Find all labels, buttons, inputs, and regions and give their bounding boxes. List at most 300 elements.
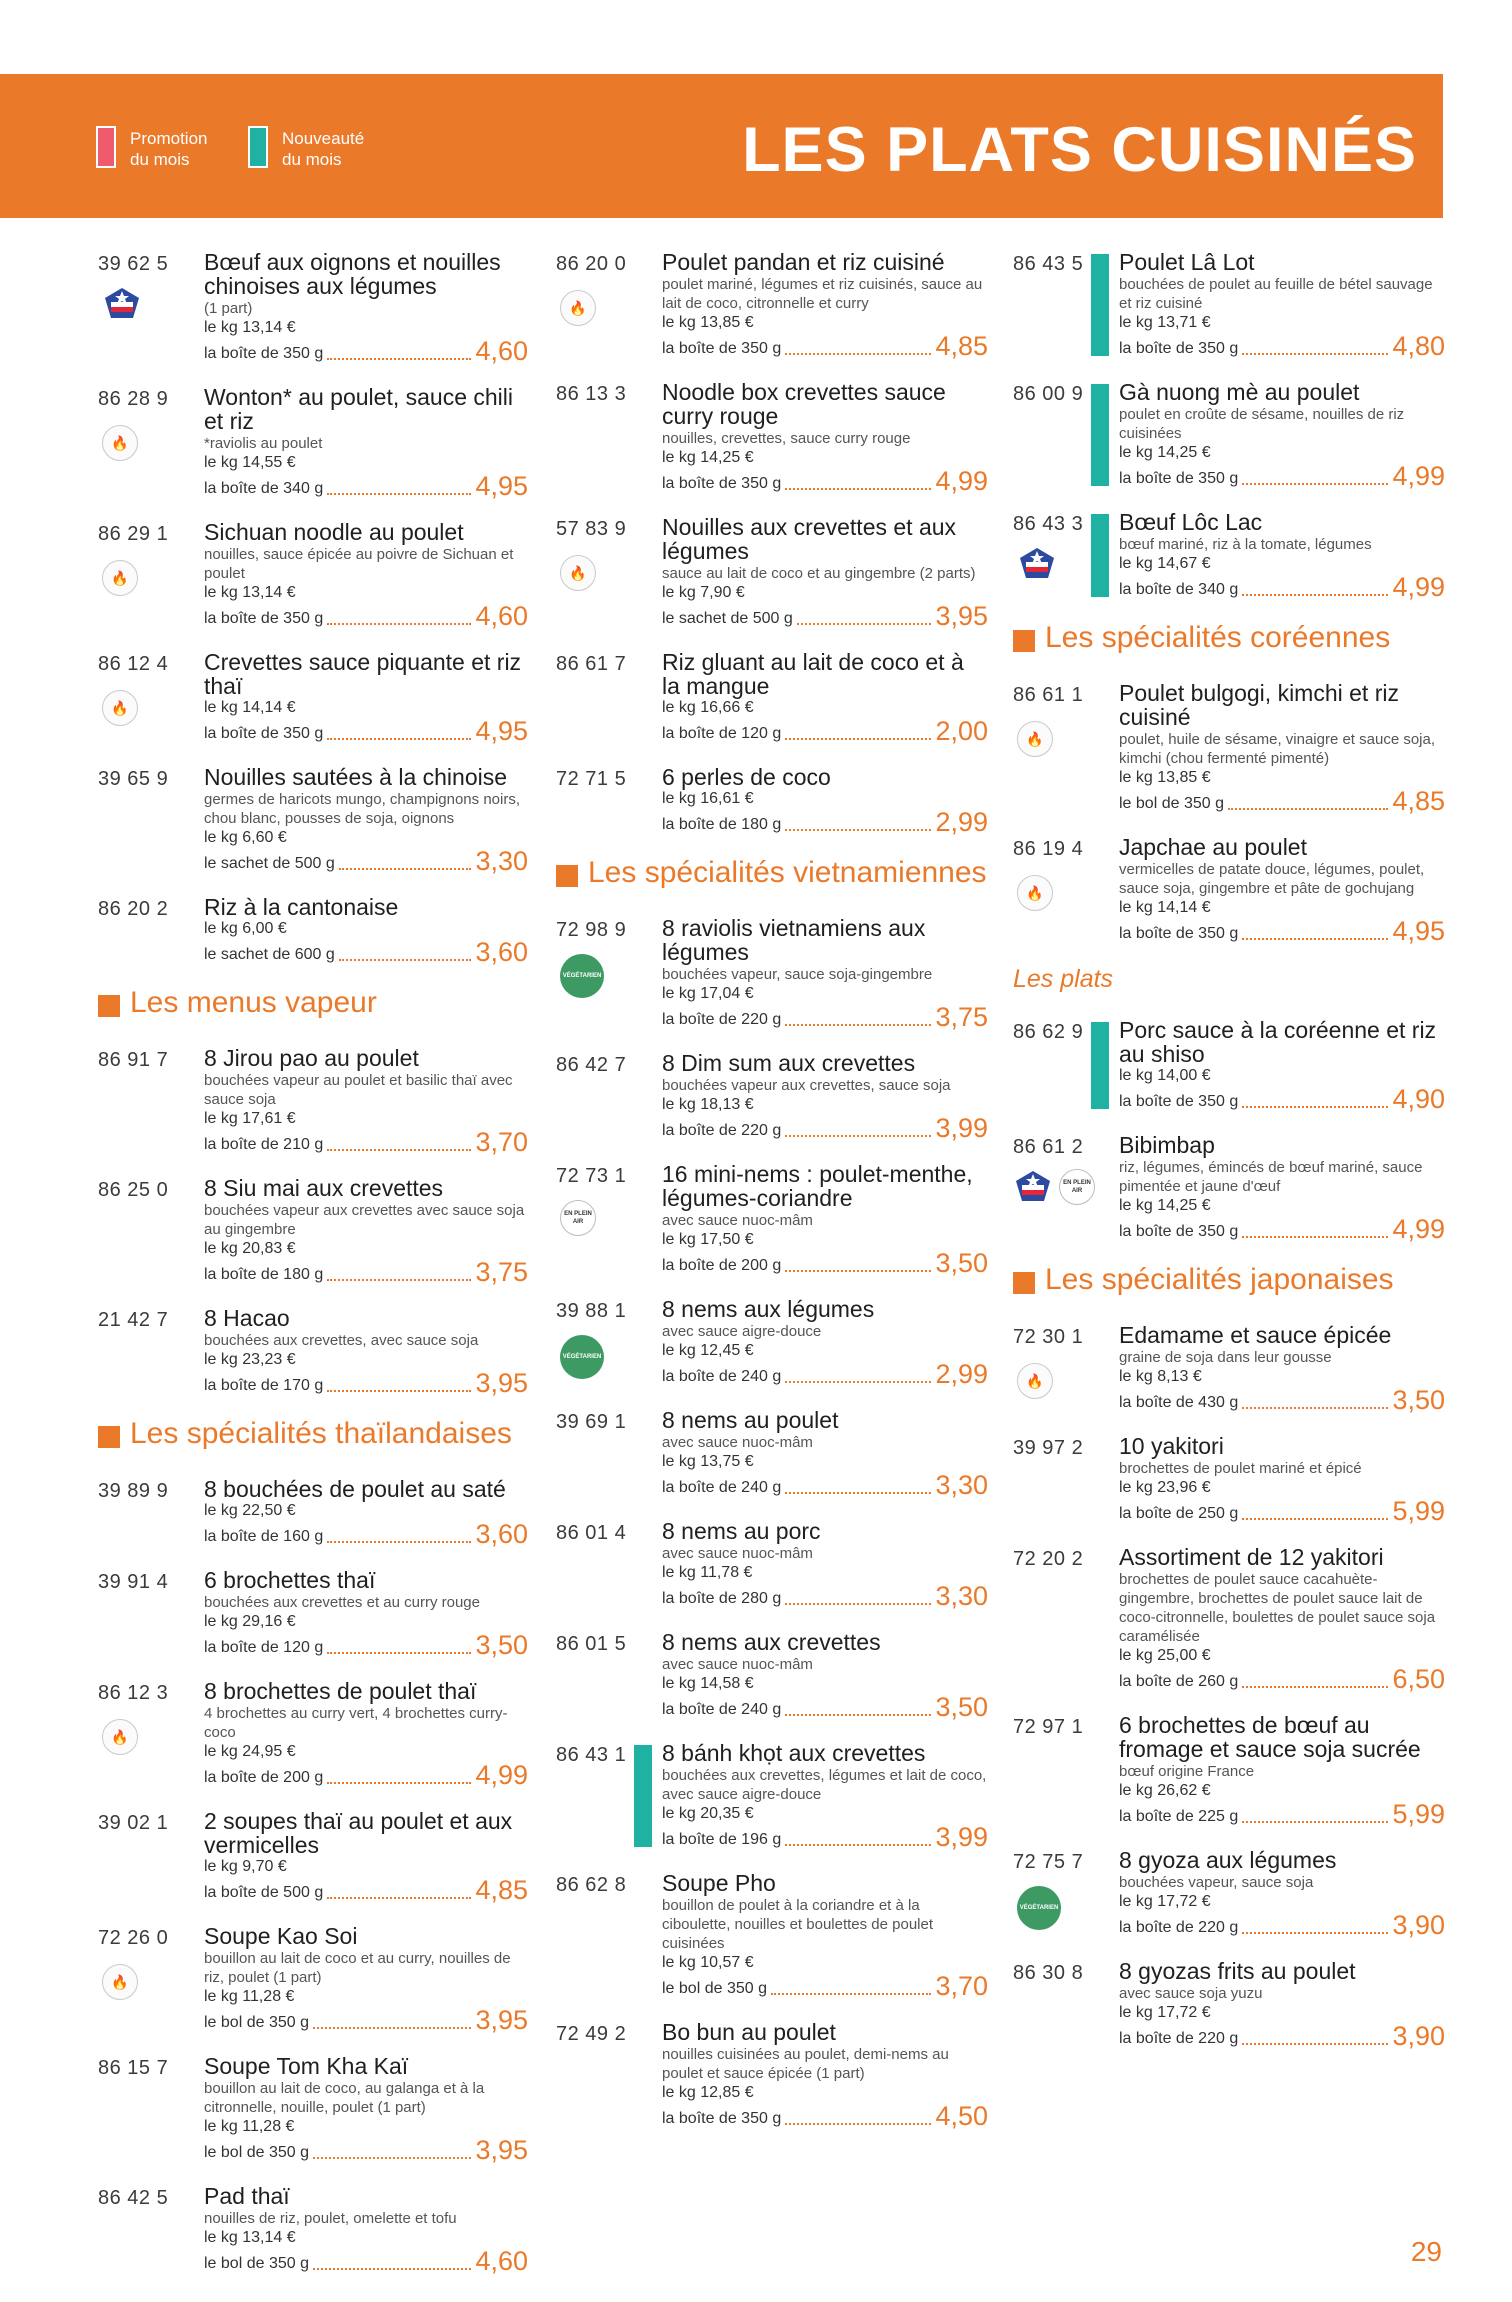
item-price: 3,30 [935, 1581, 988, 1611]
item-unit: la boîte de 220 g [1119, 2030, 1239, 2047]
item-unit: le bol de 350 g [1119, 795, 1224, 812]
item-price-row [204, 1259, 528, 1286]
item-name: Bibimbap [1119, 1132, 1215, 1158]
section-title: Les spécialités vietnamiennes [556, 856, 988, 890]
item-code: 86 61 7 [556, 653, 627, 675]
item-price: 4,85 [1392, 786, 1445, 816]
item-price: 4,95 [1392, 916, 1445, 946]
item-price-row [204, 338, 528, 365]
item-unit: la boîte de 250 g [1119, 1505, 1239, 1522]
menu-item [1013, 1018, 1445, 1113]
item-price-per-kg: le kg 14,14 € [1119, 899, 1211, 916]
item-price: 4,99 [475, 1760, 528, 1790]
item-price: 3,50 [935, 1692, 988, 1722]
item-code: 86 42 5 [98, 2187, 169, 2209]
spicy-icon: 🔥 [560, 290, 596, 326]
item-price-row [204, 1129, 528, 1156]
item-description: bouchées vapeur, sauce soja [1119, 1874, 1314, 1891]
item-unit: la boîte de 350 g [1119, 1223, 1239, 1240]
spicy-icon: 🔥 [102, 425, 138, 461]
menu-item [98, 250, 528, 365]
item-name: Bœuf aux oignons et nouilles chinoises aux légumes [204, 249, 501, 299]
item-description: brochettes de poulet mariné et épicé [1119, 1460, 1362, 1477]
item-price: 5,99 [1392, 1496, 1445, 1526]
dot-leader [313, 2268, 471, 2270]
item-description: brochettes de poulet sauce cacahuète-gingembre, brochettes de poulet sauce lait de coco-citronnelle, boulettes de poulet sauce soja caramélisée [1119, 1571, 1436, 1645]
menu-item [556, 1519, 988, 1610]
item-description: bouillon au lait de coco et au curry, nouilles de riz, poulet (1 part) [204, 1950, 511, 1986]
item-name: 8 Jirou pao au poulet [204, 1045, 419, 1071]
menu-item [556, 765, 988, 836]
item-price-per-kg: le kg 16,61 € [662, 790, 754, 807]
item-price-per-kg: le kg 13,14 € [204, 319, 296, 336]
menu-item [556, 1871, 988, 2000]
item-description: germes de haricots mungo, champignons noirs, chou blanc, pousses de soja, oignons [204, 791, 520, 827]
item-name: Soupe Pho [662, 1870, 776, 1896]
item-name: Japchae au poulet [1119, 834, 1307, 860]
item-price-row [1119, 1666, 1445, 1693]
item-code: 86 29 1 [98, 523, 169, 545]
item-price-per-kg: le kg 29,16 € [204, 1613, 296, 1630]
item-unit: la boîte de 350 g [662, 475, 782, 492]
dot-leader [327, 1897, 471, 1899]
item-unit: le bol de 350 g [204, 2144, 309, 2161]
item-name: 8 nems aux crevettes [662, 1629, 881, 1655]
item-code: 86 43 3 [1013, 513, 1084, 535]
item-price-row [662, 1824, 988, 1851]
dot-leader [327, 1390, 471, 1392]
item-name: Crevettes sauce piquante et riz thaï [204, 649, 522, 699]
item-price-row [204, 1632, 528, 1659]
item-name: 8 Siu mai aux crevettes [204, 1175, 444, 1201]
menu-item [98, 895, 528, 966]
dot-leader [1242, 1106, 1388, 1108]
item-price: 2,99 [935, 807, 988, 837]
section-square-icon [556, 865, 578, 887]
menu-item [98, 1306, 528, 1397]
item-name: 8 nems aux légumes [662, 1296, 875, 1322]
dot-leader [327, 1541, 471, 1543]
item-price-row [204, 2137, 528, 2164]
item-price-per-kg: le kg 17,04 € [662, 985, 754, 1002]
dot-leader [313, 2157, 471, 2159]
item-code: 86 91 7 [98, 1049, 169, 1071]
item-unit: la boîte de 180 g [204, 1266, 324, 1283]
header-banner [0, 74, 1443, 218]
item-price-per-kg: le kg 11,28 € [204, 2118, 295, 2135]
item-code: 39 88 1 [556, 1300, 627, 1322]
item-name: Bo bun au poulet [662, 2019, 836, 2045]
item-unit: la boîte de 240 g [662, 1701, 782, 1718]
item-price: 3,75 [935, 1002, 988, 1032]
item-unit: la boîte de 430 g [1119, 1394, 1239, 1411]
item-name: Soupe Kao Soi [204, 1923, 358, 1949]
item-price: 4,60 [475, 601, 528, 631]
dot-leader [327, 1782, 471, 1784]
item-unit: le bol de 350 g [204, 2014, 309, 2031]
origin-france-icon [1017, 546, 1057, 580]
item-price-row [662, 1115, 988, 1142]
item-price-per-kg: le kg 22,50 € [204, 1502, 296, 1519]
dot-leader [1242, 594, 1388, 596]
item-description: nouilles cuisinées au poulet, demi-nems au poulet et sauce épicée (1 part) [662, 2046, 949, 2082]
item-price-per-kg: le kg 14,55 € [204, 454, 296, 471]
item-code: 86 62 8 [556, 1874, 627, 1896]
item-price: 2,00 [935, 716, 988, 746]
item-price: 3,30 [935, 1470, 988, 1500]
dot-leader [1228, 808, 1388, 810]
menu-item [1013, 1545, 1445, 1693]
menu-item [556, 380, 988, 495]
item-price: 3,95 [475, 1368, 528, 1398]
item-price-per-kg: le kg 13,14 € [204, 584, 296, 601]
item-price-row [1119, 1216, 1445, 1243]
item-price-row [662, 809, 988, 836]
item-name: 8 Dim sum aux crevettes [662, 1050, 916, 1076]
item-code: 86 43 5 [1013, 253, 1084, 275]
item-price-row [1119, 788, 1445, 815]
item-price-per-kg: le kg 11,28 € [204, 1988, 295, 2005]
item-price-per-kg: le kg 12,45 € [662, 1342, 754, 1359]
item-price: 3,60 [475, 937, 528, 967]
item-description: avec sauce nuoc-mâm [662, 1434, 813, 1451]
item-description: bouchées vapeur aux crevettes, sauce soja [662, 1077, 951, 1094]
menu-item [556, 1741, 988, 1851]
item-code: 86 13 3 [556, 383, 627, 405]
item-name: 8 bouchées de poulet au saté [204, 1476, 506, 1502]
menu-item [98, 650, 528, 745]
section-title: Les menus vapeur [98, 986, 528, 1020]
item-price-per-kg: le kg 17,61 € [204, 1110, 296, 1127]
item-price: 3,90 [1392, 1910, 1445, 1940]
item-unit: le sachet de 500 g [662, 610, 793, 627]
item-price: 4,90 [1392, 1084, 1445, 1114]
item-description: bouillon de poulet à la coriandre et à la ciboulette, nouilles et boulettes de poulet cuisinées [662, 1897, 934, 1952]
item-price-per-kg: le kg 20,83 € [204, 1240, 296, 1257]
promotion-label: Promotion du mois [130, 129, 208, 169]
item-unit: le sachet de 500 g [204, 855, 335, 872]
item-price-row [204, 718, 528, 745]
item-description: 4 brochettes au curry vert, 4 brochettes curry-coco [204, 1705, 508, 1741]
menu-item [1013, 1848, 1445, 1939]
origin-france-icon [102, 286, 142, 320]
dot-leader [785, 1492, 931, 1494]
item-code: 86 61 1 [1013, 684, 1084, 706]
item-price-row [1119, 574, 1445, 601]
item-code: 86 12 3 [98, 1682, 169, 1704]
item-description: avec sauce nuoc-mâm [662, 1656, 813, 1673]
new-indicator [634, 1745, 652, 1847]
item-name: 8 raviolis vietnamiens aux légumes [662, 915, 926, 965]
dot-leader [1242, 2043, 1388, 2045]
item-price-row [662, 1361, 988, 1388]
item-price: 3,30 [475, 846, 528, 876]
item-name: Gà nuong mè au poulet [1119, 379, 1360, 405]
item-price-row [1119, 1086, 1445, 1113]
item-code: 86 20 2 [98, 898, 169, 920]
item-unit: la boîte de 240 g [662, 1479, 782, 1496]
item-price-per-kg: le kg 14,58 € [662, 1675, 754, 1692]
dot-leader [327, 1279, 471, 1281]
item-price-row [204, 1877, 528, 1904]
dot-leader [313, 2027, 471, 2029]
item-price-per-kg: le kg 14,67 € [1119, 555, 1211, 572]
item-code: 39 89 9 [98, 1480, 169, 1502]
item-name: Soupe Tom Kha Kaï [204, 2053, 409, 2079]
column-1 [98, 250, 528, 2295]
item-price-per-kg: le kg 17,50 € [662, 1231, 754, 1248]
item-price-row [662, 603, 988, 630]
item-price-row [204, 1762, 528, 1789]
spicy-icon: 🔥 [102, 1964, 138, 2000]
item-price: 4,99 [1392, 461, 1445, 491]
item-code: 86 20 0 [556, 253, 627, 275]
item-description: riz, légumes, émincés de bœuf mariné, sauce pimentée et jaune d'œuf [1119, 1159, 1423, 1195]
item-code: 86 61 2 [1013, 1136, 1084, 1158]
item-price-per-kg: le kg 13,14 € [204, 2229, 296, 2246]
item-price: 3,60 [475, 1519, 528, 1549]
item-price-per-kg: le kg 6,00 € [204, 920, 287, 937]
item-name: Noodle box crevettes sauce curry rouge [662, 379, 946, 429]
dot-leader [785, 1024, 931, 1026]
item-unit: la boîte de 350 g [662, 340, 782, 357]
spicy-icon: 🔥 [102, 690, 138, 726]
item-description: bouchées vapeur au poulet et basilic thaï avec sauce soja [204, 1072, 513, 1108]
dot-leader [785, 2123, 931, 2125]
spicy-icon: 🔥 [102, 1719, 138, 1755]
menu-item [556, 916, 988, 1031]
item-price-per-kg: le kg 14,25 € [1119, 444, 1211, 461]
item-code: 72 98 9 [556, 919, 627, 941]
dot-leader [797, 623, 932, 625]
menu-item [98, 1046, 528, 1156]
item-description: avec sauce soja yuzu [1119, 1985, 1263, 2002]
menu-item [98, 2054, 528, 2164]
new-indicator [1091, 1022, 1109, 1109]
item-name: Porc sauce à la coréenne et riz au shiso [1119, 1017, 1437, 1067]
item-price: 3,95 [935, 601, 988, 631]
item-price-per-kg: le kg 14,00 € [1119, 1067, 1211, 1084]
item-price-row [204, 473, 528, 500]
item-description: avec sauce aigre-douce [662, 1323, 822, 1340]
item-name: Nouilles sautées à la chinoise [204, 764, 508, 790]
item-price-row [1119, 918, 1445, 945]
menu-item [1013, 835, 1445, 945]
item-price: 3,99 [935, 1822, 988, 1852]
item-price-row [1119, 1498, 1445, 1525]
item-unit: la boîte de 350 g [204, 610, 324, 627]
item-price-per-kg: le kg 13,71 € [1119, 314, 1211, 331]
item-unit: la boîte de 225 g [1119, 1808, 1239, 1825]
item-code: 72 26 0 [98, 1927, 169, 1949]
vegetarian-icon: VÉGÉTARIEN [560, 954, 604, 998]
item-name: Riz gluant au lait de coco et à la mangue [662, 649, 964, 699]
item-code: 72 71 5 [556, 768, 627, 790]
page-title: LES PLATS CUISINÉS [742, 115, 1417, 185]
item-description: bouillon au lait de coco, au galanga et à la citronnelle, nouille, poulet (1 part) [204, 2080, 485, 2116]
item-name: 6 brochettes de bœuf au fromage et sauce soja sucrée [1119, 1712, 1421, 1762]
dot-leader [1242, 1932, 1388, 1934]
item-unit: la boîte de 260 g [1119, 1673, 1239, 1690]
item-unit: la boîte de 220 g [662, 1011, 782, 1028]
dot-leader [785, 1381, 931, 1383]
item-price-per-kg: le kg 7,90 € [662, 584, 745, 601]
dot-leader [785, 1714, 931, 1716]
dot-leader [1242, 483, 1388, 485]
dot-leader [327, 738, 471, 740]
item-name: 8 nems au poulet [662, 1407, 839, 1433]
new-swatch [248, 126, 268, 168]
menu-item [98, 385, 528, 500]
item-price: 3,75 [475, 1257, 528, 1287]
item-unit: la boîte de 280 g [662, 1590, 782, 1607]
item-price-per-kg: le kg 20,35 € [662, 1805, 754, 1822]
item-code: 86 62 9 [1013, 1021, 1084, 1043]
item-price: 5,99 [1392, 1799, 1445, 1829]
item-price-row [662, 1004, 988, 1031]
item-price: 3,95 [475, 2135, 528, 2165]
item-description: sauce au lait de coco et au gingembre (2 parts) [662, 565, 976, 582]
menu-item [1013, 250, 1445, 360]
menu-item [556, 1162, 988, 1277]
item-name: Edamame et sauce épicée [1119, 1322, 1392, 1348]
menu-item [98, 520, 528, 630]
item-price-row [662, 1250, 988, 1277]
item-unit: le sachet de 600 g [204, 946, 335, 963]
item-price-row [662, 1694, 988, 1721]
item-price: 4,80 [1392, 331, 1445, 361]
item-price: 4,95 [475, 471, 528, 501]
item-description: bouchées aux crevettes, légumes et lait de coco, avec sauce aigre-douce [662, 1767, 987, 1803]
item-code: 86 43 1 [556, 1744, 627, 1766]
spicy-icon: 🔥 [1017, 1363, 1053, 1399]
page-number: 29 [1410, 2236, 1442, 2267]
item-name: 16 mini-nems : poulet-menthe, légumes-coriandre [662, 1161, 973, 1211]
item-price-row [204, 848, 528, 875]
item-code: 39 02 1 [98, 1812, 169, 1834]
item-unit: la boîte de 350 g [662, 2110, 782, 2127]
item-price: 3,90 [1392, 2021, 1445, 2051]
item-price-per-kg: le kg 17,72 € [1119, 1893, 1211, 1910]
item-unit: la boîte de 220 g [1119, 1919, 1239, 1936]
vegetarian-icon: VÉGÉTARIEN [560, 1335, 604, 1379]
section-title: Les spécialités japonaises [1013, 1263, 1445, 1297]
item-price-row [1119, 333, 1445, 360]
item-price-per-kg: le kg 17,72 € [1119, 2004, 1211, 2021]
item-code: 57 83 9 [556, 518, 627, 540]
item-description: nouilles, crevettes, sauce curry rouge [662, 430, 911, 447]
dot-leader [327, 493, 471, 495]
item-name: Pad thaï [204, 2183, 290, 2209]
item-description: bœuf mariné, riz à la tomate, légumes [1119, 536, 1372, 553]
item-code: 72 73 1 [556, 1165, 627, 1187]
menu-item [1013, 1133, 1445, 1243]
item-price-per-kg: le kg 13,75 € [662, 1453, 754, 1470]
item-price-row [204, 2248, 528, 2275]
dot-leader [785, 1844, 931, 1846]
vegetarian-icon: VÉGÉTARIEN [1017, 1886, 1061, 1930]
item-price-row [204, 1370, 528, 1397]
column-2 [556, 250, 988, 2150]
item-price: 4,95 [475, 716, 528, 746]
item-price-row [1119, 1912, 1445, 1939]
item-name: 8 bánh khọt aux crevettes [662, 1740, 926, 1766]
menu-item [556, 250, 988, 360]
item-unit: la boîte de 350 g [1119, 340, 1239, 357]
dot-leader [327, 1652, 471, 1654]
item-unit: la boîte de 180 g [662, 816, 782, 833]
item-price-per-kg: le kg 26,62 € [1119, 1782, 1211, 1799]
menu-item [556, 2020, 988, 2130]
dot-leader [1242, 1686, 1388, 1688]
item-code: 86 42 7 [556, 1054, 627, 1076]
item-price-row [662, 2103, 988, 2130]
item-price-per-kg: le kg 25,00 € [1119, 1647, 1211, 1664]
new-indicator [1091, 254, 1109, 356]
item-code: 39 62 5 [98, 253, 169, 275]
item-price-row [662, 468, 988, 495]
item-description: avec sauce nuoc-mâm [662, 1545, 813, 1562]
item-code: 86 12 4 [98, 653, 169, 675]
item-code: 86 01 4 [556, 1522, 627, 1544]
item-description: bouchées aux crevettes et au curry rouge [204, 1594, 480, 1611]
dot-leader [785, 1270, 931, 1272]
item-unit: le bol de 350 g [662, 1980, 767, 1997]
promotion-swatch [96, 126, 116, 168]
item-code: 72 49 2 [556, 2023, 627, 2045]
menu-item [98, 1679, 528, 1789]
item-code: 72 75 7 [1013, 1851, 1084, 1873]
item-name: 8 gyozas frits au poulet [1119, 1958, 1356, 1984]
item-price-per-kg: le kg 14,14 € [204, 699, 296, 716]
menu-item [1013, 380, 1445, 490]
menu-item [1013, 1434, 1445, 1525]
item-price-row [662, 1973, 988, 2000]
item-price: 3,95 [475, 2005, 528, 2035]
item-code: 86 00 9 [1013, 383, 1084, 405]
item-description: poulet en croûte de sésame, nouilles de riz cuisinées [1119, 406, 1405, 442]
item-price: 3,50 [935, 1248, 988, 1278]
subsection-title: Les plats [1013, 965, 1114, 993]
dot-leader [1242, 353, 1388, 355]
dot-leader [327, 623, 471, 625]
item-name: 6 brochettes thaï [204, 1567, 376, 1593]
item-price-per-kg: le kg 23,23 € [204, 1351, 296, 1368]
dot-leader [327, 1149, 471, 1151]
item-code: 72 20 2 [1013, 1548, 1084, 1570]
item-description: *raviolis au poulet [204, 435, 323, 452]
menu-item [1013, 1713, 1445, 1828]
item-price-row [662, 718, 988, 745]
section-square-icon [98, 995, 120, 1017]
item-description: nouilles, sauce épicée au poivre de Sichuan et poulet [204, 546, 514, 582]
item-price-per-kg: le kg 14,25 € [1119, 1197, 1211, 1214]
item-unit: la boîte de 170 g [204, 1377, 324, 1394]
item-name: 8 gyoza aux légumes [1119, 1847, 1337, 1873]
item-name: Nouilles aux crevettes et aux légumes [662, 514, 957, 564]
item-price-per-kg: le kg 23,96 € [1119, 1479, 1211, 1496]
item-description: (1 part) [204, 300, 253, 317]
dot-leader [785, 738, 931, 740]
menu-item [1013, 510, 1445, 601]
item-price-per-kg: le kg 14,25 € [662, 449, 754, 466]
item-name: Assortiment de 12 yakitori [1119, 1544, 1384, 1570]
dot-leader [339, 959, 472, 961]
item-code: 86 30 8 [1013, 1962, 1084, 1984]
item-price-row [204, 603, 528, 630]
dot-leader [785, 829, 931, 831]
item-price-row [204, 939, 528, 966]
